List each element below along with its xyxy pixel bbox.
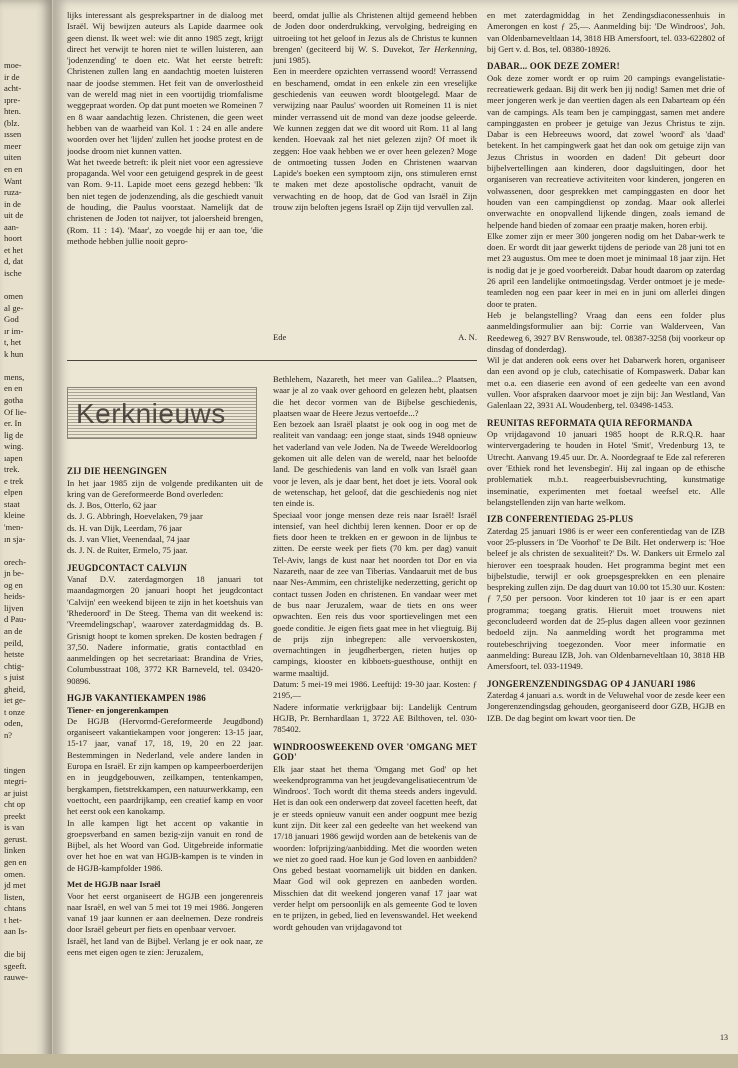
news-paragraph: Ook deze zomer wordt er op ruim 20 campings evangelistatie-recreatiewerk gedaan. Bij dit werk ben jij nodig! Samen met drie of meer jongeren werk je dan veertien dagen als een Dabarteam op één van de campings. Als team ben je campinggast, samen met andere campinggasten en probeer je getuige van Jezus Christus te zijn. Dabar is een Hebreeuws woord, dat zowel 'woord' als 'daad' betekent. In het campingwerk gaat het dan ook om getuige zijn van Jezus Christus in woorden en daden! Dit gebeurt door bijbelvertellingen aan kinderen, door dagsluitingen, door het organiseren van recreatieve activiteiten voor kinderen, jongeren en volwassenen, door gesprekken met campinggasten en door het houden van een campingdienst op zondag. Maar ook allerlei onverwachte en onopvallend lijkende dingen, zoals iemand de helpende hand bieden of zomaar een praatje maken, horen erbij. <box>487 72 725 230</box>
obituary-item: ds. J. G. Abbringh, Hoevelaken, 79 jaar <box>67 511 203 522</box>
facing-page-text-fragment: wing. <box>4 441 24 452</box>
facing-page-text-fragment: oden, <box>4 718 23 729</box>
facing-page-text-fragment: in de <box>4 198 21 209</box>
facing-page-text-fragment: ıapen <box>4 452 23 463</box>
news-paragraph: Datum: 5 mei-19 mei 1986. Leeftijd: 19-30 jaar. Kosten: ƒ 2195,— <box>273 679 477 701</box>
facing-page-text-fragment: gerust. <box>4 833 28 844</box>
facing-page-text-fragment: Of lie- <box>4 406 27 417</box>
facing-page-text-fragment: peild, <box>4 637 24 648</box>
facing-page-text-fragment: elpen <box>4 487 23 498</box>
facing-page-text-fragment: sgeeft. <box>4 960 27 971</box>
facing-page-text-fragment: t, het <box>4 337 22 348</box>
news-heading: HGJB VAKANTIEKAMPEN 1986 <box>67 693 206 704</box>
signature-place: Ede <box>273 332 287 342</box>
facing-page-text-fragment: heids- <box>4 591 26 602</box>
article-column-2 <box>273 10 477 340</box>
facing-page-text-fragment: hetste <box>4 649 25 660</box>
facing-page-text-fragment: orech- <box>4 556 26 567</box>
obituary-item: ds. H. van Dijk, Leerdam, 76 jaar <box>67 522 183 533</box>
obituary-item: ds. J. van Vliet, Veenendaal, 74 jaar <box>67 533 190 544</box>
facing-page-text-fragment: aan Is- <box>4 926 28 937</box>
facing-page-text-fragment: et het <box>4 244 23 255</box>
article-paragraph: Een in meerdere opzichten verrassend woord! Verrassend en beschamend, omdat in een enkele zin een vreselijke geschiedenis van eeuwen wordt blootgelegd. Maar de verwijzing naar Paulus' woorden uit Romeinen 11 is niet minder verrassend uit de mond van deze joodse geleerde. We kunnen zeggen dat we dit woord uit Rom. 11 al lang kenden. Hoevaak zal het niet gelezen zijn? Of moet ik zeggen: Hoe vaak hebben we er over heen gelezen? Moge de ontmoeting tussen Joden en Christenen waarvan Lapide's boeken een symptoom zijn, ons stimuleren ernst te maken met deze apostolische opdracht, vanuit de verwachting en de hoop, dat de God van Israël in Zijn trouw zijn beloften jegens Israël op Zijn tijd vervullen zal. <box>273 66 477 213</box>
facing-page-text-fragment: rauwe- <box>4 972 28 983</box>
facing-page-text-fragment: ntegri- <box>4 776 27 787</box>
facing-page-text-fragment: linken <box>4 845 26 856</box>
facing-page-text-fragment: d, dat <box>4 256 24 267</box>
news-heading: JONGERENZENDINGSDAG OP 4 JANUARI 1986 <box>487 678 696 689</box>
facing-page-text-fragment: er. In <box>4 418 22 429</box>
news-paragraph: Op vrijdagavond 10 januari 1985 hoopt de R.R.Q.R. haar wintervergadering te houden in Hotel 'Smit', Vredenburg 13, te Utrecht. Aanvang 19.45 uur. Dr. A. Noordegraaf te Ede zal refereren over 'Ethiek rond het levensbegin'. Hij zal ingaan op de ethische problematiek m.b.t. reageerbuisbevruchting, kunstmatige inseminatie, experimenten met foetaal weefsel etc. Alle belangstellenden zijn van harte welkom. <box>487 429 725 507</box>
facing-page-text-fragment: Want <box>4 175 22 186</box>
news-paragraph: Een bezoek aan Israël plaatst je ook oog in oog met de realiteit van vandaag: een jonge staat, sinds 1948 opnieuw het vaderland van vele Joden. Na de Tweede Wereldoorlog gekomen uit alle delen van de wereld, naar het beloofde land. De geschiedenis van land en volk van Israël gaan voor je leven, als je daar bent, het doet je iets. Vooral ook de wetenschap, het geloof, dat die geschiedenis nog niet ten einde is. <box>273 419 477 509</box>
article-paragraph: beerd, omdat jullie als Christenen altijd gemeend hebben de Joden door onderdrukking, vervolging, bedreiging en uitroeiing tot het geloof in Jezus als de Christus te kunnen brengen' (geciteerd bij W. S. Duvekot, Ter Herkenning, juni 1985). <box>273 10 477 66</box>
facing-page-text-fragment: uit de <box>4 210 24 221</box>
facing-page-text-fragment: mens, <box>4 371 25 382</box>
facing-page-text-fragment: 'men- <box>4 522 24 532</box>
news-paragraph: De HGJB (Hervormd-Gereformeerde Jeugdbond) organiseert vakantiekampen voor jongeren: 13-15 jaar, 15-17 jaar, vanaf 17, 18, 19, 20 en 22 jaar. Bestemmingen in Nederland, vele andere landen in Europa en Israël. Er zijn kampen op kampeerboerderijen en in jeugdgebouwen, zeilkampen, tentenkampen, bergkampen, fietstrekkampen, een natuurwerkkamp, een voettocht, een paardrijkamp, een creatief kamp en voor het eerst ook een kanokamp. <box>67 715 263 817</box>
facing-page-text-fragment: lijven <box>4 602 24 613</box>
facing-page-text-fragment: ıpre- <box>4 94 21 105</box>
facing-page-text-fragment: lig de <box>4 429 24 440</box>
facing-page-text-fragment: en en <box>4 163 23 174</box>
news-column-3 <box>487 10 725 1050</box>
news-column-2 <box>273 374 477 1054</box>
facing-page-text-fragment: jd met <box>4 880 26 891</box>
news-paragraph: Speciaal voor jonge mensen deze reis naar Israël! Israël intensief, van heel dichtbij leren kennen. Door er op de fiets door heen te trekken en er gewoon in de lijnbus te zitten. De eerste week per fiets (70 km. per dag) vanuit Tel-Aviv, langs de kust naar het noorden tot Dor en via Nazareth, naar de zee van Tiberias. Vandaaruit met de bus naar Nes-Ammim, een christelijke nederzetting, gericht op contact tussen Joden en christenen. En vandaar weer met de bus naar Jeruzalem, waar de tiets en ons weer opwachten. Een reis dus voor sportievelingen met een goede conditie. Je eigen fiets gaat mee in het vliegtuig. Bij de prijs zijn inbegrepen: alle vervoerskosten, overnachtingen in jeugdherbergen, rieten hutjes op campings, kiooster en kibboets-guesthouse, onthijt en warme maaltijd. <box>273 509 477 678</box>
facing-page-text-fragment: jn be- <box>4 568 24 579</box>
facing-page-text-fragment: ın sja- <box>4 533 26 544</box>
facing-page-text-fragment: k hun <box>4 348 24 359</box>
news-paragraph: Nadere informatie verkrijgbaar bij: Landelijk Centrum HGJB, Pr. Bernhardlaan 1, 3722 AE Bilthoven, tel. 030-785402. <box>273 701 477 735</box>
facing-page-text-fragment: uiten <box>4 152 22 163</box>
facing-page-text-fragment: t onze <box>4 706 25 717</box>
obituary-item: ds. J. Bos, Otterlo, 62 jaar <box>67 500 157 511</box>
news-heading: ZIJ DIE HEENGINGEN <box>67 466 168 476</box>
section-title: Kerknieuws <box>76 398 226 429</box>
facing-page-text-fragment: hoort <box>4 233 23 244</box>
news-paragraph: Elke zomer zijn er meer 300 jongeren nodig om het Dabar-werk te doen. Er wordt dit jaar gewerkt tijdens de periode van 28 juni tot en met 23 augustus. Om mee te doen moet je minimaal 18 jaar zijn. Het is nodig dat je je goed voorbereidt. Dabar houdt daarom op zaterdag 26 april een landelijke ontmoetingsdag. Verder ontmoet je je mede-teamleden nog een paar keer in mei en in juni om allerlei dingen door te praten. <box>487 230 725 309</box>
facing-page-text-fragment: d Pau- <box>4 614 27 625</box>
facing-page-text-fragment: ruza- <box>4 187 22 198</box>
article-paragraph: lijks interessant als gesprekspartner in de dialoog met Israël. Wij bewijzen auteurs als Lapide daarmee ook geen dienst. Ik weet wel: wie dit anno 1985 zegt, krijgt direct het verwijt te horen niet te willen luisteren, aan 'jodenzending' te doen etc. Wat het eerste betreft: Christenen zullen lang en aandachtig moeten luisteren naar de joodse stemmen. Het feit van de onverlostheid van de wereld mag niet in een voortijdig triomfalisme weggepraat worden. Op dat punt moeten we Romeinen 7 en 8 waar aandachtig lezen. Christenen, die geen weet hebben van de waarheid van Kol. 1 : 24 en alle andere woorden over het 'lijden' zullen het joodse protest en de joodse droom niet kunnen vatten. <box>67 10 263 156</box>
facing-page-text-fragment: (blz. <box>4 117 20 128</box>
facing-page-text-fragment: aan- <box>4 221 19 232</box>
facing-page-text-fragment: hten. <box>4 106 21 117</box>
section-divider <box>67 360 477 361</box>
news-paragraph: Zaterdag 25 januari 1986 is er weer een conferentiedag van de IZB voor 25-plussers in 'De Voorhof' te De Bilt. Het onderwerp is: 'Hoe beleef je als christen de sexualiteit?' Ds. W. Dankers uit Ermelo zal hierover een toespraak houden. Het programma begint met een bijbelstudie, terwijl er ook groepsgesprekken en een plenaire bespreking zullen zijn. De dag duurt van 10.00 tot 15.30 uur. Kosten: ƒ 7,50 per persoon. Voor kinderen tot 10 jaar is er een apart programma; toegang gratis. Hieruit moet trouwens niet geconcludeerd worden dat de 25-plus dagen alleen voor gezinnen bedoeld zijn. Na aanmelding wordt het programma met routebeschrijving toegezonden. Voor meer informatie en aanmelding: Bureau IZB, Joh. van Oldenbarneveltlaan 10, 3818 HB Amersfoort, tel. 033-11949. <box>487 525 725 672</box>
facing-page-text-fragment: ıssen <box>4 129 22 140</box>
news-paragraph: In het jaar 1985 zijn de volgende predikanten uit de kring van de Gereformeerde Bond overleden: <box>67 477 263 499</box>
facing-page-text-fragment: og en <box>4 579 23 590</box>
facing-page-text-fragment: kleine <box>4 510 25 521</box>
facing-page-text-fragment: gen en <box>4 856 27 867</box>
facing-page-text-fragment: chtig- <box>4 660 25 671</box>
facing-page-text-fragment: s juist <box>4 672 25 683</box>
facing-page-text-fragment: meer <box>4 140 22 151</box>
magazine-page <box>53 0 738 1068</box>
facing-page-text-fragment: al ge- <box>4 302 24 313</box>
facing-page-text-fragment: trek. <box>4 464 20 475</box>
section-banner <box>67 387 257 439</box>
news-paragraph: Bethlehem, Nazareth, het meer van Galilea...? Plaatsen, waar je al zo vaak over gehoord en gelezen hebt, plaatsen die het decor vormen van de Bijbelse geschiedenis, plaatsen waar de Heere Jezus vertoefde...? <box>273 374 477 418</box>
news-paragraph: Vanaf D.V. zaterdagmorgen 18 januari tot maandagmorgen 20 januari hoopt het jeugdcontact 'Calvijn' een weekend bijeen te zijn in het koetshuis van 'Rhederoord' in De Steeg. Thema van dit weekend is: 'Vreemdelingschap', waarover zaterdagmiddag ds. B. Grisnigt hoopt te komen spreken. De kosten bedragen ƒ 37,50. Nadere informatie, gratis contactblad en aanmeldingen op het secretariaat: Brandina de Vries, Columbusstraat 108, 3772 KR Barneveld, tel. 03420-90896. <box>67 574 263 686</box>
news-paragraph: Heb je belangstelling? Vraag dan eens een folder plus aanmeldingsformulier aan bij: Corrie van Walderveen, Van Reedeweg 6, 3927 BV Renswoude, tel. 08387-3258 (bij voorkeur op dinsdag of donderdag). <box>487 309 725 354</box>
article-signature <box>273 332 477 342</box>
facing-page-text-fragment: e trek <box>4 475 24 486</box>
news-column-1 <box>67 460 263 1050</box>
news-paragraph: Zaterdag 4 januari a.s. wordt in de Veluwehal voor de zesde keer een Jongerenzendingsdag gehouden, georganiseerd door GZB, HGJB en IZB. De dag begint om kwart voor tien. De <box>487 690 725 723</box>
facing-page-edge <box>0 0 52 1068</box>
news-heading: JEUGDCONTACT CALVIJN <box>67 562 188 573</box>
facing-page-text-fragment: omen <box>4 291 24 301</box>
page-number: 13 <box>720 1033 728 1042</box>
facing-page-text-fragment: tingen <box>4 764 26 775</box>
news-paragraph: Voor het eerst organiseert de HGJB een jongerenreis naar Israël, en wel van 5 mei tot 19 mei 1986. Jongeren vanaf 19 jaar kunnen er aan deelnemen. Deze rondreis door Israël gebeurt per fiets en openbaar vervoer. <box>67 890 263 935</box>
signature-author: A. N. <box>458 332 477 342</box>
facing-page-text-fragment: en en <box>4 383 23 394</box>
facing-page-text-fragment: moe- <box>4 60 22 70</box>
facing-page-text-fragment: acht- <box>4 83 22 94</box>
news-heading: WINDROOSWEEKEND OVER 'OMGANG MET GOD' <box>273 741 477 762</box>
facing-page-text-fragment: ar juist <box>4 787 28 798</box>
facing-page-text-fragment: preekt <box>4 810 26 821</box>
facing-page-text-fragment: t het- <box>4 914 22 925</box>
news-subheading: Met de HGJB naar Israël <box>67 879 161 889</box>
facing-page-text-fragment: staat <box>4 498 20 509</box>
facing-page-text-fragment: cht op <box>4 799 26 810</box>
facing-page-text-fragment: chtans <box>4 903 26 914</box>
facing-page-text-fragment: die bij <box>4 949 26 960</box>
facing-page-text-fragment: gheid, <box>4 683 26 694</box>
news-paragraph: Israël, het land van de Bijbel. Verlang je er ook naar, ze eens met eigen ogen te zien: Jeruzalem, <box>67 935 263 957</box>
facing-page-text-fragment: is van <box>4 822 25 833</box>
facing-page-text-fragment: ische <box>4 267 22 278</box>
facing-page-text-fragment: God <box>4 314 19 325</box>
facing-page-text-fragment: n? <box>4 729 13 740</box>
obituary-item: ds. J. N. de Ruiter, Ermelo, 75 jaar. <box>67 545 188 556</box>
obituary-list <box>67 500 263 556</box>
facing-page-text-fragment: iet ge- <box>4 695 26 706</box>
article-column-1 <box>67 10 263 360</box>
facing-page-text-fragment: omen. <box>4 868 26 879</box>
facing-page-text-fragment: an de <box>4 625 23 636</box>
facing-page-text-fragment: gotha <box>4 394 24 405</box>
news-paragraph: Elk jaar staat het thema 'Omgang met God' op het weekendprogramma van het jeugdevangelisatiecentrum 'de Windroos'. Toch wordt dit thema steeds anders ingevuld. Het is dan ook een onderwerp dat zoveel facetten heeft, dat je er steeds opnieuw vanuit een ander oogpunt mee bezig kunt zijn. Dit keer zal een gedeelte van het weekend van 17/18 januari 1986 gewijd worden aan de betekenis van de woorden: lofprijzing/aanbidding. Met die woorden weten we niet zo goed raad. Hoe kun je God loven en aanbidden? Ons gebed bestaat voornamelijk uit bidden en danken. Maar God wil ook geprezen en aanbeden worden. Misschien dat dit weekend jongeren vanaf 17 jaar wat verder helpt om persoonlijk en als gemeente God te loven en te prijzen, in gebed, lied en levenswandel. Het weekend wordt gehouden van vrijdagavond tot <box>273 763 477 932</box>
page-bottom-edge <box>0 1054 738 1068</box>
news-subheading: Tiener- en jongerenkampen <box>67 704 169 715</box>
news-heading: IZB CONFERENTIEDAG 25-PLUS <box>487 514 634 525</box>
news-heading: DABAR... OOK DEZE ZOMER! <box>487 61 620 72</box>
facing-page-text-fragment: ir de <box>4 71 20 82</box>
news-paragraph: In alle kampen ligt het accent op vakantie in groepsverband en samen bezig-zijn vanuit en rond de Bijbel, als het Woord van God. Uitgebreide informatie over het hoe en wat van HGJB-kampen is te vinden in de HGJB-kampfolder 1986. <box>67 817 263 873</box>
facing-page-text-fragment: listen, <box>4 891 25 902</box>
news-paragraph: en met zaterdagmiddag in het Zendingsdiaconessenhuis in Amerongen en kost ƒ 25,—. Aanmelding bij: 'De Windroos', Joh. van Oldenbarneveltlaan 14, 3818 HB Amersfoort, tel. 033-622802 of bij Gert v. d. Bos, tel. 08380-18926. <box>487 10 725 54</box>
facing-page-text-fragment: ır im- <box>4 325 24 336</box>
news-heading: REUNITAS REFORMATA QUIA REFORMANDA <box>487 417 693 428</box>
news-paragraph: Wil je dat anderen ook eens over het Dabarwerk horen, organiseer dan een avond op je club, catechisatie of Kompaswerk. Dabar kan met o.a. een diaserie een avond of een gedeelte van een avond vullen. Voor afspraken daarvoor moet je zijn bij: Jan Westland, Van Galenlaan 22, 3931 AL Woudenberg, tel. 03498-1453. <box>487 355 725 411</box>
article-paragraph: Wat het tweede betreft: ik pleit niet voor een agressieve propaganda. Wel voor een getuigend gesprek in de geest van Rom. 9-11. Lapide moet eens gezegd hebben: 'Ik ben niet tegen de jodenzending, als die geschiedt vanuit de houding, die Paulus voorstaat. Namelijk dat de christenen de Joden tot naijver, tot jaloersheid brengen, (Rom. 11 : 14). 'Maar', zo voegde hij er aan toe, 'die methode hebben jullie nooit gepro- <box>67 156 263 246</box>
